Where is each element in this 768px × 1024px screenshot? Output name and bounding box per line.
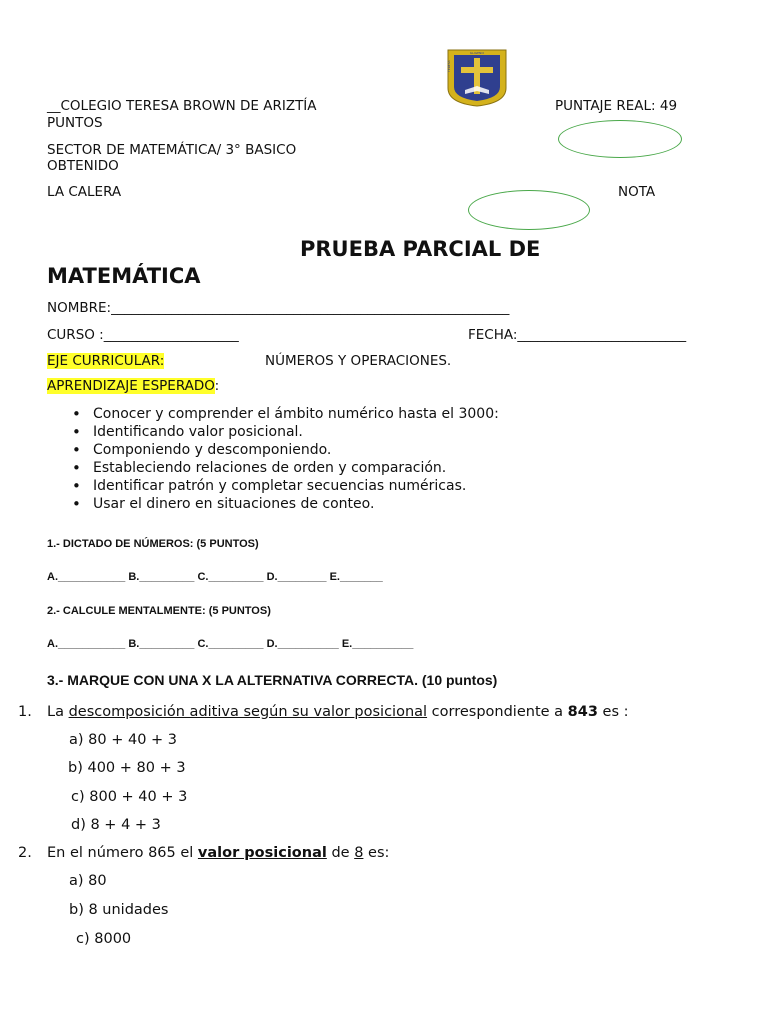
aprendizaje-label	[47, 378, 219, 394]
q2-pre: En el número 865 el	[47, 845, 198, 861]
aprendizaje-list	[72, 405, 499, 513]
list-item: • Identificar patrón y completar secuencias numéricas.	[72, 477, 499, 495]
list-item: • Usar el dinero en situaciones de conteo.	[72, 495, 499, 513]
q1-option-c[interactable]: c) 800 + 40 + 3	[71, 789, 188, 805]
school-name: __COLEGIO TERESA BROWN DE ARIZTÍA	[47, 98, 317, 114]
school-crest-icon	[445, 48, 509, 108]
q2-mid: de	[326, 845, 355, 861]
puntaje-real-label: PUNTAJE REAL: 49	[555, 98, 678, 114]
fecha-field[interactable]: FECHA:_________________________	[468, 327, 687, 343]
q2-post: es:	[363, 845, 390, 861]
q2-bold-underlined: valor posicional	[197, 845, 327, 861]
crest-top-text: ILLIGENCI	[469, 51, 485, 55]
section3-title: 3.- MARQUE CON UNA X LA ALTERNATIVA CORRECTA. (10 puntos)	[47, 672, 498, 688]
eje-curricular-value: NÚMEROS Y OPERACIONES.	[265, 353, 452, 369]
q1-underlined: descomposición aditiva según su valor posicional	[68, 704, 428, 720]
sector-label: SECTOR DE MATEMÁTICA/ 3° BASICO	[47, 142, 297, 158]
q1-option-d[interactable]: d) 8 + 4 + 3	[71, 817, 161, 833]
question-2-number: 2.	[18, 845, 32, 861]
aprendizaje-label-highlight: APRENDIZAJE ESPERADO	[47, 378, 215, 394]
crest-bottom-text: CALERA	[469, 95, 485, 100]
question-2-text	[47, 845, 389, 861]
nombre-field[interactable]: NOMBRE:___________________________________________________________	[47, 300, 510, 316]
q2-option-c[interactable]: c) 8000	[76, 931, 132, 947]
puntos-label: PUNTOS	[47, 115, 103, 131]
q2-option-b[interactable]: b) 8 unidades	[69, 902, 169, 918]
section1-title: 1.- DICTADO DE NÚMEROS: (5 PUNTOS)	[47, 538, 259, 550]
curso-field[interactable]: CURSO :____________________	[47, 327, 239, 343]
eje-label-highlight: EJE CURRICULAR:	[47, 353, 165, 369]
q1-number-843: 843	[567, 704, 598, 720]
city-label: LA CALERA	[47, 184, 122, 200]
q1-mid: correspondiente a	[427, 704, 568, 720]
q1-option-b[interactable]: b) 400 + 80 + 3	[68, 760, 186, 776]
list-item: • Identificando valor posicional.	[72, 423, 499, 441]
eje-curricular-label	[47, 353, 164, 369]
aprendizaje-colon: :	[214, 378, 220, 394]
title-line-2: MATEMÁTICA	[47, 264, 201, 288]
score-oval	[558, 120, 682, 158]
q1-option-a[interactable]: a) 80 + 40 + 3	[69, 732, 178, 748]
nota-label: NOTA	[618, 184, 656, 200]
section1-answer-blanks[interactable]: A.___________ B._________ C._________ D.________ E._______	[47, 571, 383, 583]
section2-title: 2.- CALCULE MENTALMENTE: (5 PUNTOS)	[47, 605, 271, 617]
question-1-text	[47, 704, 629, 720]
question-1-number: 1.	[18, 704, 32, 720]
grade-oval	[468, 190, 590, 230]
list-item: • Conocer y comprender el ámbito numérico hasta el 3000:	[72, 405, 499, 423]
q1-post: es :	[597, 704, 629, 720]
q1-pre: La	[47, 704, 69, 720]
q2-underlined-digit: 8	[354, 845, 364, 861]
list-item: • Estableciendo relaciones de orden y comparación.	[72, 459, 499, 477]
title-line-1: PRUEBA PARCIAL DE	[300, 237, 541, 261]
obtenido-label: OBTENIDO	[47, 158, 119, 174]
section2-answer-blanks[interactable]: A.___________ B._________ C._________ D.__________ E.__________	[47, 638, 414, 650]
q2-option-a[interactable]: a) 80	[69, 873, 107, 889]
crest-side-text: TERESA	[447, 60, 451, 72]
list-item: • Componiendo y descomponiendo.	[72, 441, 499, 459]
